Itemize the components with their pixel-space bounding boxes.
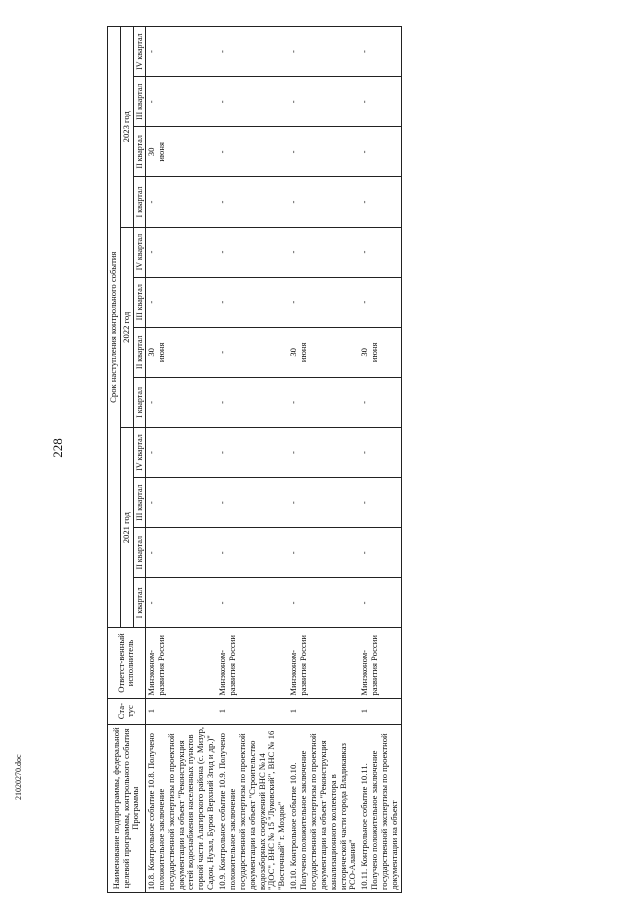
header-quarter: I квартал xyxy=(133,177,145,227)
quarter-value-cell: 30 июня xyxy=(359,327,401,377)
event-number: 10.8. xyxy=(145,872,156,890)
quarter-value-cell: - xyxy=(217,427,288,477)
quarter-value-cell: - xyxy=(217,528,288,578)
quarter-value-cell: 30 июня xyxy=(145,127,217,177)
quarter-value-cell: - xyxy=(288,127,359,177)
event-name: Контрольное событие 10.8. Получено положительное заключение государственной экспертизы по проектной документации на объект "Реконструкция сетей водоснабжения населенных пунктов горной части Алагирского района (с. Мизур, Садон, Нузал, Бурон Верхний Згид и др.)" xyxy=(145,726,216,890)
quarter-value-cell: - xyxy=(359,227,401,277)
quarter-value-cell: - xyxy=(288,227,359,277)
event-name-cell xyxy=(217,724,288,892)
event-name-cell xyxy=(288,724,359,892)
status-cell: 1 xyxy=(217,698,288,724)
table-body xyxy=(145,27,401,893)
quarter-value-cell: - xyxy=(145,377,217,427)
header-quarter: II квартал xyxy=(133,327,145,377)
responsible-cell: Минэконом-развития России xyxy=(217,628,288,698)
quarter-value-cell: - xyxy=(288,77,359,127)
quarter-value-cell: - xyxy=(145,77,217,127)
event-number: 10.9. xyxy=(217,872,228,890)
table-row xyxy=(359,27,401,893)
quarter-value-cell: - xyxy=(288,277,359,327)
header-responsible: Ответст-венный исполнитель xyxy=(108,628,146,698)
table-row xyxy=(145,27,217,893)
quarter-value-cell: - xyxy=(145,277,217,327)
status-cell: 1 xyxy=(359,698,401,724)
quarter-value-cell: - xyxy=(145,227,217,277)
quarter-value-cell: - xyxy=(145,578,217,628)
quarter-value-cell: - xyxy=(359,77,401,127)
table-row xyxy=(217,27,288,893)
quarter-value-cell: - xyxy=(359,277,401,327)
quarter-value-cell: - xyxy=(288,27,359,77)
quarter-value-cell: - xyxy=(288,478,359,528)
quarter-value-cell: - xyxy=(145,27,217,77)
quarter-value-cell: 30 июня xyxy=(145,327,217,377)
quarter-value-cell: - xyxy=(217,377,288,427)
event-name: Контрольное событие 10.10. Получено положительное заключение государственной экспертизы по проектной документации на объект "Реконструкция канализационного коллектора в исторической части города Владикавказ РСО-Алания" xyxy=(288,733,358,890)
event-number: 10.11. xyxy=(359,868,370,890)
header-status: Ста-тус xyxy=(108,698,146,724)
header-year-2021: 2021 год xyxy=(120,427,133,627)
header-quarter: II квартал xyxy=(133,127,145,177)
header-quarter: IV квартал xyxy=(133,27,145,77)
quarter-value-cell: - xyxy=(145,427,217,477)
control-events-table-sheet xyxy=(107,26,607,893)
quarter-value-cell: - xyxy=(217,578,288,628)
table-row xyxy=(288,27,359,893)
quarter-value-cell: - xyxy=(359,427,401,477)
header-deadline: Срок наступления контрольного события xyxy=(108,27,121,628)
quarter-value-cell: - xyxy=(145,478,217,528)
quarter-value-cell: - xyxy=(145,528,217,578)
header-quarter: IV квартал xyxy=(133,427,145,477)
quarter-value-cell: - xyxy=(288,177,359,227)
quarter-value-cell: - xyxy=(288,427,359,477)
status-cell: 1 xyxy=(288,698,359,724)
quarter-value-cell: - xyxy=(217,177,288,227)
header-name: Наименование подпрограммы, федеральной целевой программы, контрольного события Программы xyxy=(108,724,146,892)
quarter-value-cell: - xyxy=(359,127,401,177)
event-name: Контрольное событие 10.11. Получено положительное заключение государственной экспертизы по проектной документации на объект xyxy=(359,733,399,890)
quarter-value-cell: - xyxy=(217,127,288,177)
quarter-value-cell: - xyxy=(217,327,288,377)
status-cell: 1 xyxy=(145,698,217,724)
quarter-value-cell: - xyxy=(288,377,359,427)
event-name-cell xyxy=(359,724,401,892)
quarter-value-cell: - xyxy=(217,227,288,277)
page-number: 228 xyxy=(50,438,65,458)
quarter-value-cell: - xyxy=(359,177,401,227)
quarter-value-cell: - xyxy=(359,377,401,427)
quarter-value-cell: - xyxy=(217,27,288,77)
quarter-value-cell: - xyxy=(217,77,288,127)
control-events-table xyxy=(107,26,402,893)
quarter-value-cell: - xyxy=(359,27,401,77)
event-number: 10.10. xyxy=(288,868,299,890)
header-quarter: II квартал xyxy=(133,528,145,578)
header-quarter: III квартал xyxy=(133,478,145,528)
responsible-cell: Минэконом-развития России xyxy=(288,628,359,698)
quarter-value-cell: - xyxy=(359,528,401,578)
event-name-cell xyxy=(145,724,217,892)
responsible-cell: Минэконом-развития России xyxy=(145,628,217,698)
event-name: Контрольное событие 10.9. Получено положительное заключение государственной экспертизы по проектной документации на объект "Строительство водозаборных сооружений ВНС №14 "ДОС", ВНС № 15 "Луковский", ВНС № 16 "Восточный" г. Моздок" xyxy=(217,730,287,890)
responsible-cell: Минэконом-развития России xyxy=(359,628,401,698)
header-quarter: III квартал xyxy=(133,277,145,327)
header-year-2023: 2023 год xyxy=(120,27,133,228)
header-quarter: I квартал xyxy=(133,377,145,427)
header-quarter: IV квартал xyxy=(133,227,145,277)
quarter-value-cell: - xyxy=(359,578,401,628)
header-quarter: I квартал xyxy=(133,578,145,628)
quarter-value-cell: - xyxy=(359,478,401,528)
quarter-value-cell: - xyxy=(288,528,359,578)
footer-filename: 21020270.doc xyxy=(14,754,23,800)
quarter-value-cell: - xyxy=(145,177,217,227)
quarter-value-cell: - xyxy=(288,578,359,628)
header-year-2022: 2022 год xyxy=(120,227,133,427)
quarter-value-cell: 30 июня xyxy=(288,327,359,377)
header-quarter: III квартал xyxy=(133,77,145,127)
quarter-value-cell: - xyxy=(217,277,288,327)
quarter-value-cell: - xyxy=(217,478,288,528)
